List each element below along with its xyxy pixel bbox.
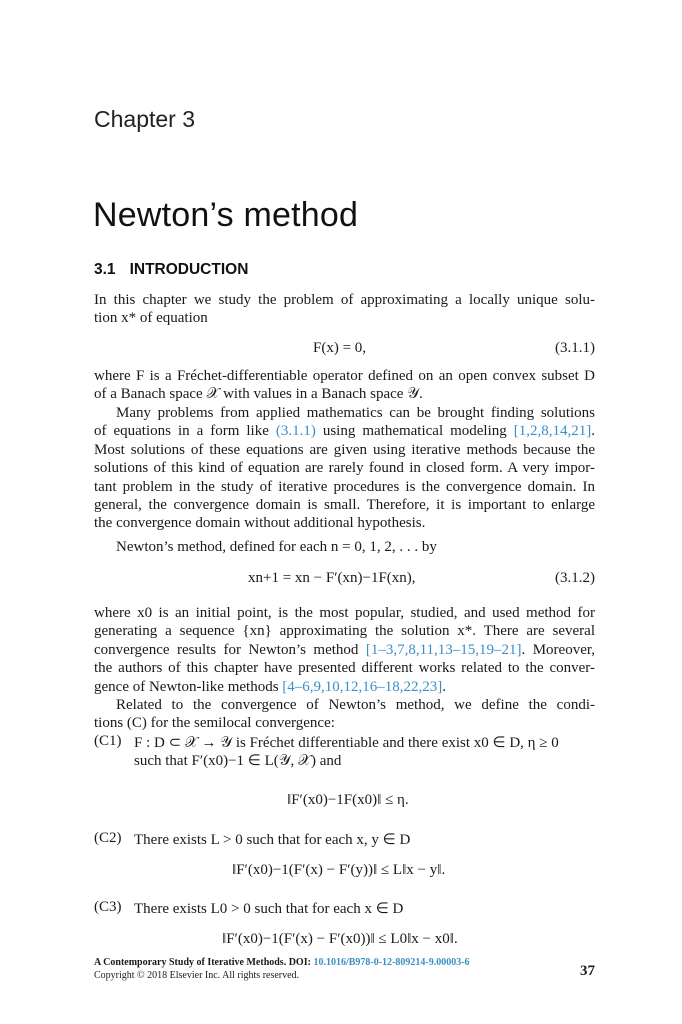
doi-link[interactable]: 10.1016/B978-0-12-809214-9.00003-6 [313,957,470,968]
chapter-title: Newton’s method [93,196,359,234]
paragraph-convergence [94,604,595,696]
condition-c3-label: (C3) [94,899,122,915]
text-line: solutions of this kind of equation are rarely found in closed form. A very impor- [94,460,595,477]
condition-c1-label: (C1) [94,733,122,749]
citation-link[interactable]: [4–6,9,10,12,16–18,22,23] [282,678,443,695]
section-number: 3.1 [94,261,116,278]
condition-c1-equation: ‖F′(x0)−1F(x0)‖ ≤ η. [287,792,409,808]
text-line: generating a sequence {xn} approximating the solution x*. There are several [94,623,595,640]
section-title: INTRODUCTION [129,261,249,278]
equation-number: (3.1.2) [555,570,595,586]
equation-3-1-1: F(x) = 0, [313,340,367,356]
citation-link[interactable]: [1,2,8,14,21] [513,423,592,440]
condition-c2-label: (C2) [94,830,122,846]
text-line: Most solutions of these equations are given using iterative methods because the [94,441,595,458]
condition-c3-line: There exists L0 > 0 such that for each x ∈ D [134,901,404,917]
paragraph-intro [94,291,595,328]
text-line: Many problems from applied mathematics can be brought finding solutions [116,405,595,421]
chapter-label: Chapter 3 [94,106,196,132]
text-line: where F is a Fréchet-differentiable operator defined on an open convex subset D [94,368,595,384]
condition-c2-equation: ‖F′(x0)−1(F′(x) − F′(y))‖ ≤ L‖x − y‖. [232,862,446,878]
text-line: In this chapter we study the problem of approximating a locally unique solu- [94,292,595,308]
section-heading [94,261,248,279]
condition-c1-line: F : D ⊂ 𝒳 → 𝒴 is Fréchet differentiable and there exist x0 ∈ D, η ≥ 0 [134,735,559,751]
text-line: of equations in a form like (3.1.1) using mathematical modeling [1,2,8,14,21]. [94,423,595,440]
text-line: tion x* of equation [94,310,208,327]
paragraph-newton [94,538,595,556]
paragraph-conditions [94,696,595,733]
equation-number: (3.1.1) [555,340,595,356]
equation-3-1-2: xn+1 = xn − F′(xn)−1F(xn), [248,570,416,586]
text-line: tions (C) for the semilocal convergence: [94,715,335,732]
page-number: 37 [580,963,595,979]
condition-c1-line: such that F′(x0)−1 ∈ L(𝒴, 𝒳) and [134,753,342,769]
paragraph-motivation [94,404,595,533]
text-line: Related to the convergence of Newton’s method, we define the condi- [116,697,595,713]
text-line: Newton’s method, defined for each n = 0, 1, 2, . . . by [116,539,437,555]
condition-c2-line: There exists L > 0 such that for each x, y ∈ D [134,832,411,848]
copyright: Copyright © 2018 Elsevier Inc. All rights reserved. [94,970,300,981]
text-line: the convergence domain without additional hypothesis. [94,515,426,532]
footer-source: A Contemporary Study of Iterative Methods. DOI: 10.1016/B978-0-12-809214-9.00003-6 [94,957,470,968]
text-line: convergence results for Newton’s method [1–3,7,8,11,13–15,19–21]. Moreover, [94,641,595,658]
text-line: gence of Newton-like methods [4–6,9,10,12,16–18,22,23]. [94,678,447,695]
text-line: of a Banach space 𝒳 with values in a Banach space 𝒴. [94,386,423,403]
text-line: tant problem in the study of iterative procedures is the convergence domain. In [94,478,595,495]
citation-link[interactable]: [1–3,7,8,11,13–15,19–21] [365,641,522,658]
equation-reference-link[interactable]: (3.1.1) [275,423,316,440]
paragraph-definition [94,367,595,404]
text-line: the authors of this chapter have presented different works related to the conver- [94,660,595,677]
book-title: A Contemporary Study of Iterative Methods. [94,957,287,968]
footer [94,956,470,982]
text-line: where x0 is an initial point, is the most popular, studied, and used method for [94,605,595,621]
text-line: general, the convergence domain is small. Therefore, it is important to enlarge [94,496,595,513]
condition-c3-equation: ‖F′(x0)−1(F′(x) − F′(x0))‖ ≤ L0‖x − x0‖. [222,931,458,947]
